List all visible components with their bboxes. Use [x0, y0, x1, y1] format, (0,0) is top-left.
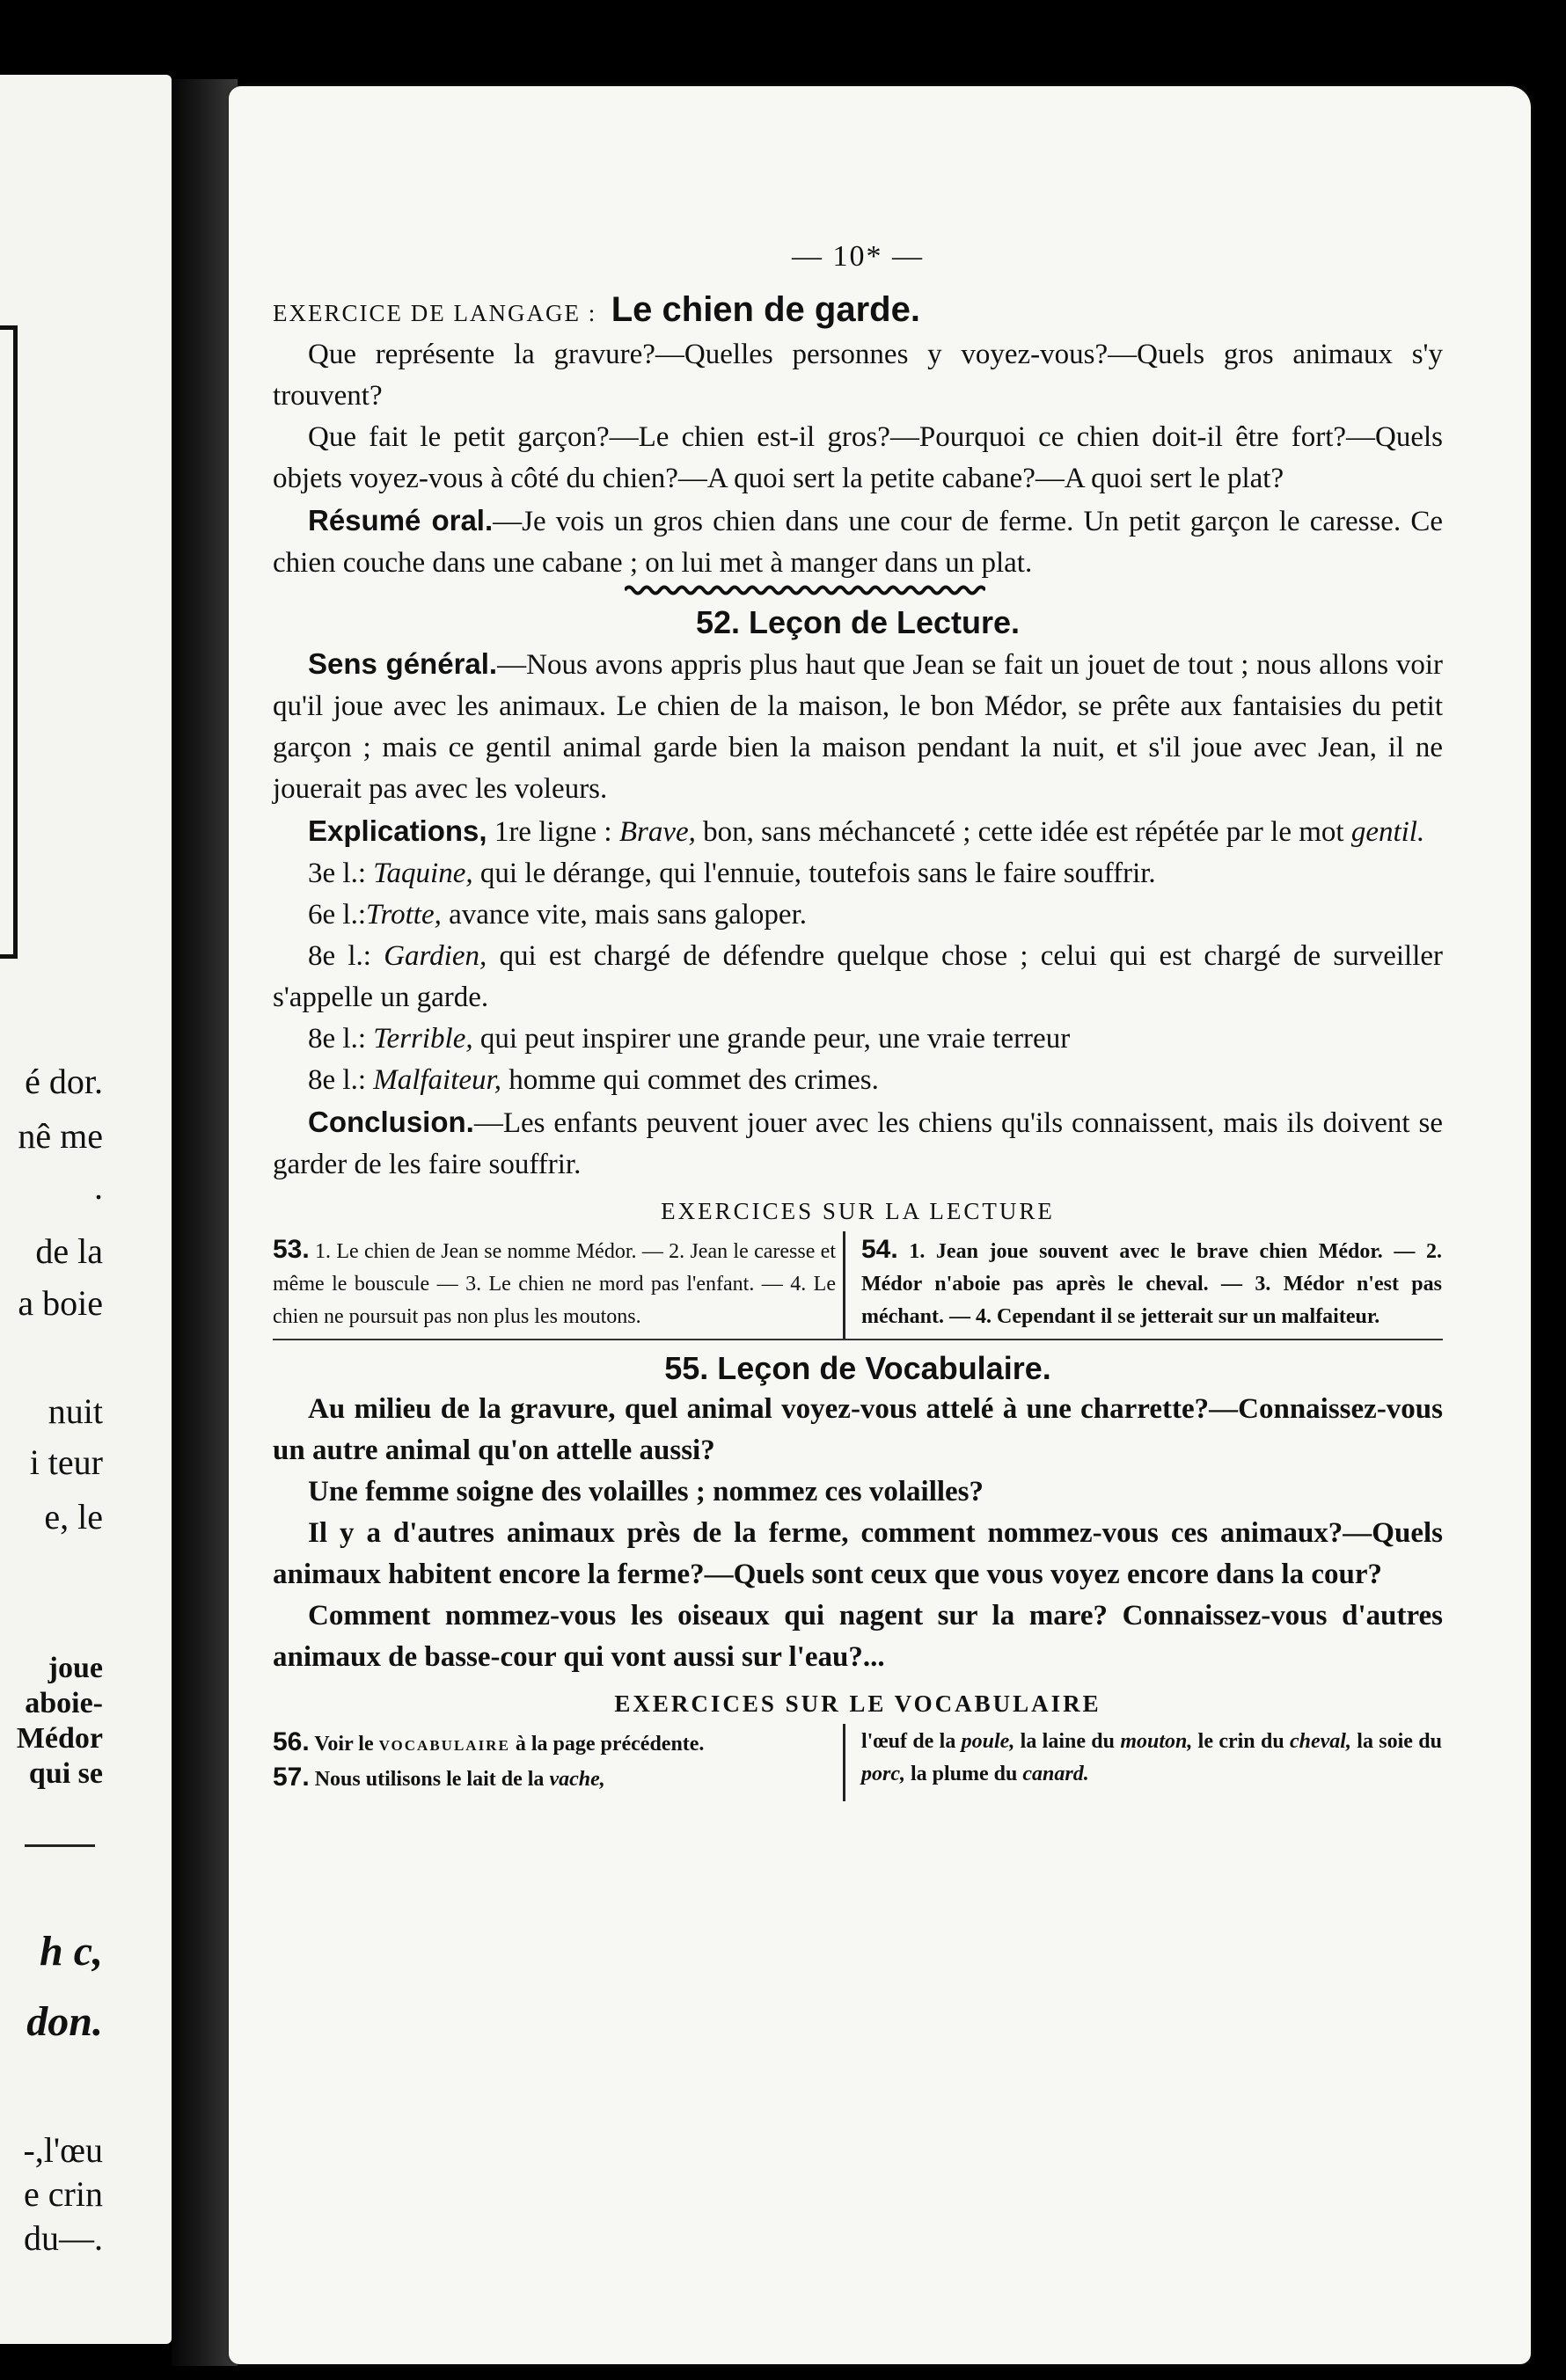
vocab-word: poule,	[961, 1730, 1015, 1753]
vocab-word: cheval,	[1290, 1730, 1351, 1753]
left-fragment: i teur	[29, 1442, 103, 1482]
question-paragraph: Que fait le petit garçon?—Le chien est-il gros?—Pourquoi ce chien doit-il être fort?—Quels objets voyez-vous à côté du chien?—A quoi sert la petite cabane?—A quoi sert le plat?	[273, 421, 1443, 494]
explication-line	[273, 1060, 1443, 1101]
left-page-rule	[25, 1844, 95, 1847]
exercise-text: la plume du	[905, 1763, 1023, 1785]
left-fragment: Médor	[16, 1722, 103, 1755]
exercises-lecture-heading: EXERCICES SUR LA LECTURE	[661, 1198, 1055, 1224]
exercise-text: à la page précédente.	[509, 1733, 705, 1756]
left-fragment: qui se	[28, 1757, 103, 1790]
exercise-text: la laine du	[1014, 1730, 1121, 1753]
left-handwriting: don.	[26, 1998, 103, 2045]
book-page	[229, 86, 1531, 2364]
exercises-vocab-heading: EXERCICES SUR LE VOCABULAIRE	[614, 1690, 1101, 1717]
left-page-frame	[0, 325, 18, 959]
vocab-word: Brave,	[618, 816, 696, 848]
exercise-text: le crin du	[1192, 1730, 1290, 1753]
explication-line	[273, 853, 1443, 894]
exercise-text: la soie du	[1350, 1730, 1442, 1753]
left-fragment: e, le	[44, 1497, 103, 1537]
exercise-54	[843, 1231, 1442, 1339]
sens-text: —Nous avons appris plus haut que Jean se fait un jouet de tout ; nous allons voir qu'il joue avec les animaux. Le chien de la maison, le bon Médor, se prête aux fantaisies du petit garçon ; mais ce gentil animal garde bien la maison pendant la nuit, et s'il joue avec Jean, il ne jouerait pas avec les voleurs.	[273, 649, 1443, 805]
exercise-number: 54.	[861, 1235, 898, 1264]
explication-line	[273, 936, 1443, 1018]
vocab-word: vache,	[549, 1768, 605, 1791]
conclusion-label: Conclusion.	[308, 1106, 474, 1138]
exercise-number: 53.	[273, 1235, 310, 1264]
vocab-word: Terrible,	[373, 1023, 473, 1055]
book-gutter	[172, 79, 238, 2366]
page-content	[273, 236, 1443, 1808]
exercise-53	[273, 1231, 843, 1339]
definition: avance vite, mais sans galoper.	[441, 899, 807, 931]
section-heading-vocabulaire: 55. Leçon de Vocabulaire.	[664, 1350, 1051, 1386]
definition: qui est chargé de défendre quelque chose ; celui qui est chargé de surveiller s'appelle un garde.	[273, 940, 1443, 1013]
section-heading-lecture: 52. Leçon de Lecture.	[695, 604, 1021, 640]
left-fragment: -,l'œu	[23, 2130, 103, 2170]
left-fragment: aboie-	[25, 1687, 103, 1719]
summary-label: Résumé oral.	[308, 504, 494, 537]
decorative-wave-divider	[625, 584, 985, 596]
explication-line	[273, 1018, 1443, 1060]
exercise-56-57	[273, 1724, 843, 1801]
exercises-lecture-columns	[273, 1231, 1443, 1340]
vocab-word: Taquine,	[373, 858, 473, 889]
exercise-label: EXERCICE DE LANGAGE :	[273, 300, 597, 326]
left-fragment: .	[94, 1167, 103, 1207]
left-fragment: e crin	[24, 2174, 103, 2214]
exercise-number: 56.	[273, 1727, 310, 1756]
exercise-text: 1. Le chien de Jean se nomme Médor. — 2. Jean le caresse et même le bouscule — 3. Le chien ne mord pas l'enfant. — 4. Le chien ne poursuit pas non plus les moutons.	[273, 1240, 836, 1328]
question-paragraph: Que représente la gravure?—Quelles personnes y voyez-vous?—Quels gros animaux s'y trouvent?	[273, 339, 1443, 412]
vocab-word: gentil.	[1350, 816, 1425, 848]
vocab-word: Malfaiteur,	[373, 1064, 501, 1096]
exercise-text: Nous utilisons le lait de la	[309, 1768, 550, 1791]
vocab-question: Il y a d'autres animaux près de la ferme, comment nommez-vous ces animaux?—Quels animaux habitent encore la ferme?—Quels sont ceux que vous voyez encore dans la cour?	[273, 1517, 1443, 1590]
vocab-word: Gardien,	[384, 940, 487, 972]
exercises-vocab-columns	[273, 1724, 1443, 1801]
conclusion-text: —Les enfants peuvent jouer avec les chiens qu'ils connaissent, mais ils doivent se garder de les faire souffrir.	[273, 1107, 1443, 1180]
left-fragment: a boie	[18, 1283, 103, 1323]
left-fragment: de la	[35, 1231, 103, 1271]
explications-paragraph	[273, 810, 1443, 853]
left-handwriting: h c,	[40, 1928, 103, 1975]
explications-label: Explications,	[308, 814, 487, 847]
summary-text: —Je vois un gros chien dans une cour de ferme. Un petit garçon le caresse. Ce chien couche dans une cabane ; on lui met à manger dans un plat.	[273, 506, 1444, 579]
exercise-text: l'œuf de la	[861, 1730, 962, 1753]
left-fragment: joue	[48, 1652, 103, 1684]
definition: qui peut inspirer une grande peur, une vraie terreur	[472, 1023, 1071, 1055]
line-ref: 8e l.:	[308, 1064, 374, 1096]
line-ref: 6e l.:	[308, 899, 366, 931]
line-ref: 1re ligne :	[487, 816, 619, 848]
exercise-57-continued	[843, 1724, 1442, 1801]
line-ref: 8e l.:	[308, 1023, 374, 1055]
vocab-question: Comment nommez-vous les oiseaux qui nagent sur la mare? Connaissez-vous d'autres animaux de basse-cour qui vont aussi sur l'eau?...	[273, 1600, 1443, 1673]
page-number: — 10* —	[792, 240, 924, 273]
exercise-text: vocabulaire	[378, 1733, 510, 1756]
left-fragment: du—.	[24, 2218, 103, 2258]
exercise-number: 57.	[273, 1763, 310, 1792]
definition: homme qui commet des crimes.	[501, 1064, 879, 1096]
vocab-word: porc,	[861, 1763, 905, 1785]
line-ref: 8e l.:	[308, 940, 384, 972]
vocab-question: Une femme soigne des volailles ; nommez ces volailles?	[308, 1476, 984, 1508]
exercise-heading	[273, 289, 1443, 334]
explication-line	[273, 894, 1443, 936]
exercise-title: Le chien de garde.	[611, 290, 920, 329]
definition: qui le dérange, qui l'ennuie, toutefois sans le faire souffrir.	[472, 858, 1156, 889]
vocab-word: canard.	[1022, 1763, 1089, 1785]
left-page-fragment	[0, 75, 172, 2344]
left-fragment: nuit	[48, 1391, 103, 1431]
exercise-text: Voir le	[309, 1733, 379, 1756]
vocab-word: Trotte,	[365, 899, 442, 931]
vocab-word: mouton,	[1120, 1730, 1193, 1753]
left-fragment: é dor.	[25, 1062, 103, 1101]
exercise-text: 1. Jean joue souvent avec le brave chien Médor. — 2. Médor n'aboie pas après le cheval. — 3. Médor n'est pas méchant. — 4. Cependant il se jetterait sur un malfaiteur.	[861, 1240, 1442, 1328]
vocab-question: Au milieu de la gravure, quel animal voyez-vous attelé à une charrette?—Connaissez-vous un autre animal qu'on attelle aussi?	[273, 1393, 1443, 1466]
conclusion-paragraph	[273, 1101, 1443, 1186]
left-fragment: nê me	[18, 1116, 103, 1156]
summary-paragraph	[273, 500, 1443, 584]
definition: bon, sans méchanceté ; cette idée est répétée par le mot	[695, 816, 1351, 848]
line-ref: 3e l.:	[308, 858, 374, 889]
sens-label: Sens général.	[308, 647, 498, 680]
sens-paragraph	[273, 643, 1443, 810]
